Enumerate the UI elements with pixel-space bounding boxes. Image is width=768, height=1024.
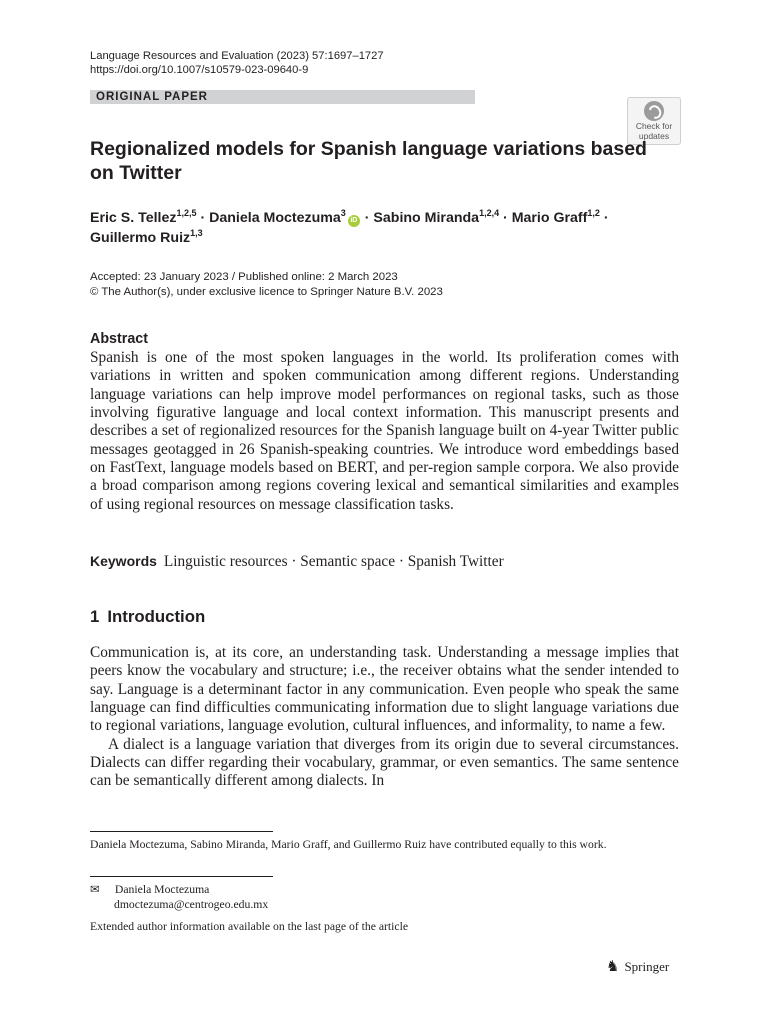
keywords-label: Keywords [90, 553, 157, 569]
publication-dates [90, 270, 443, 300]
author-affiliation: 3 [340, 208, 346, 218]
keywords [90, 552, 504, 571]
crossmark-icon [644, 101, 664, 121]
paper-title: Regionalized models for Spanish language variations based on Twitter [90, 138, 647, 184]
springer-horse-icon: ♞ [606, 959, 620, 975]
journal-citation [90, 49, 384, 77]
accepted-published-dates: Accepted: 23 January 2023 / Published online: 2 March 2023 [90, 271, 398, 283]
author-name[interactable]: Daniela Moctezuma [209, 210, 341, 226]
footnote-divider [90, 831, 273, 832]
abstract-text: Spanish is one of the most spoken languages in the world. Its proliferation comes with variations in written and spoken communication among different regions. Understanding language variations can help improve model performances on regional tasks, such as those involving figurative language and local context information. This manuscript presents and describes a set of regionalized resources for the Spanish language built on 4-year Twitter public messages geotagged in 26 Spanish-speaking countries. We introduce word embeddings based on FastText, language models based on BERT, and per-region sample corpora. We also provide a broad comparison among regions covering lexical and semantical similarities and examples of using regional resources on message classification tasks. [90, 349, 679, 513]
section-heading-introduction [90, 607, 205, 627]
footnote-divider [90, 876, 273, 877]
abstract-heading: Abstract [90, 331, 148, 347]
author-list: Eric S. Tellez$^{1,2,5}$ · Daniela Moctezuma$^3$iD · Sabino Miranda$^{1,2,4}$ · Mario Graff$^{1,2}$ · Guillermo Ruiz$^{1,3}$ [90, 208, 609, 246]
envelope-icon: ✉ [90, 883, 100, 896]
check-for-updates-label: Check for updates [635, 121, 673, 141]
orcid-icon[interactable]: iD [348, 215, 360, 227]
copyright-notice: © The Author(s), under exclusive licence to Springer Nature B.V. 2023 [90, 286, 443, 298]
affiliation-footnote: Extended author information available on the last page of the article [90, 920, 409, 933]
paragraph: A dialect is a language variation that diverges from its origin due to several circumstances. Dialects can differ regarding their vocabulary, grammar, or even semantics. The same sentence can be semantically different among dialects. In [90, 735, 679, 790]
correspondence-email[interactable]: dmoctezuma@centrogeo.edu.mx [114, 898, 269, 911]
author-affiliation: 1,2,4 [479, 208, 500, 218]
contribution-footnote: Daniela Moctezuma, Sabino Miranda, Mario Graff, and Guillermo Ruiz have contributed equally to this work. [90, 838, 607, 851]
paper-type-label: ORIGINAL PAPER [96, 91, 208, 103]
author-affiliation: 1,3 [190, 228, 203, 238]
author-name[interactable]: Guillermo Ruiz [90, 230, 191, 246]
author-affiliation: 1,2,5 [176, 208, 197, 218]
author-name[interactable]: Sabino Miranda [373, 210, 480, 226]
doi-link[interactable]: https://doi.org/10.1007/s10579-023-09640-9 [90, 64, 309, 76]
keywords-list: Linguistic resources · Semantic space · Spanish Twitter [163, 553, 504, 570]
section-number: 1 [90, 607, 100, 626]
journal-reference: Language Resources and Evaluation (2023) 57:1697–1727 [90, 50, 384, 62]
section-title: Introduction [107, 607, 206, 626]
introduction-body [90, 644, 679, 791]
author-affiliation: 1,2 [587, 208, 600, 218]
correspondence [90, 882, 268, 912]
publisher-logo [606, 958, 669, 976]
paragraph: Communication is, at its core, an understanding task. Understanding a message implies that peers know the vocabulary and structure; i.e., the receiver obtains what the sender intended to say. Language is a determinant factor in any communication. Even people who speak the same language can find difficulties communicating information due to slight language variations due to regional variations, language evolution, cultural influences, and informality, to name a few. [90, 644, 679, 735]
author-name[interactable]: Eric S. Tellez [90, 210, 177, 226]
author-name[interactable]: Mario Graff [511, 210, 588, 226]
publisher-name: Springer [624, 959, 670, 974]
correspondence-name: Daniela Moctezuma [114, 883, 210, 896]
